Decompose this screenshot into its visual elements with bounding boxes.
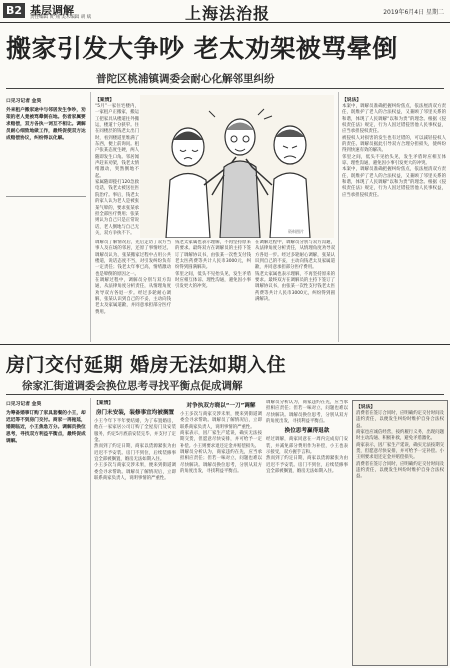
story2-subtitle2: 对争执双方晓以“一刀”调解: [186, 403, 256, 409]
issue-date: 2019年6月4日 星期二: [383, 9, 444, 16]
story2-byline: 口见习记者 金昊: [6, 402, 42, 407]
story2-subtitle1: 房门未安装，装修事宜均被搁置: [95, 410, 175, 416]
story1-byline: 口见习记者 金昊: [6, 99, 42, 104]
section-title: 基层调解: [30, 4, 74, 17]
paragraph: 经过调解，商家同意在一周内完成房门安装，并减免部分费用作为补偿，小王也表示接受，双方握手言和。 然而到了约定日期，商家以货源紧张为由迟迟不予安装。房门不到位，后续装修事宜全部被搁置，婚房无法如期入住。: [266, 437, 348, 475]
divider: [6, 88, 444, 89]
story1-col3b: [255, 240, 335, 342]
story1-commentary-tag: 【说法】: [342, 98, 362, 103]
column-rule: [338, 92, 339, 342]
story-separator: [0, 344, 450, 345]
column-rule: [90, 92, 91, 342]
story2-commentary-box: [352, 400, 448, 666]
cartoon-illustration: [140, 95, 334, 238]
paragraph: 消费者在签订合同时，应明确约定交付时间及违约责任，以便发生纠纷时维护自身合法权益。 商家也应诚信经营，按约履行义务，出现问题时主动沟通、积极补救，避免矛盾激化。 商家表示，因厂家生产延误，确实无法按期交货，但愿意尽快安排，并可给予一定补偿。小王则要求退还定金并赔偿损失。 消费者在签订合同时，应明确约定交付时间及违约责任，以便发生纠纷时维护自身合法权益。: [356, 411, 444, 480]
page-number: B2: [3, 3, 25, 18]
paragraph: 调解员分析认为，商家违约在先，应当承担相应责任；但若一味对立，问题也难以尽快解决。调解员换位思考，分别从双方的角度出发，寻找利益平衡点。: [266, 400, 348, 425]
illustration-caption: 资料图片: [288, 229, 304, 234]
story2-subtitle3: 换位思考赢得退款: [284, 428, 330, 435]
paragraph: 小王今年下半年要结婚，为了布置婚房，他在一家家居公司订购了全屋房门及安装服务，约定5月底前安装完毕，并支付了定金。 然而到了约定日期，商家以货源紧张为由迟迟不予安装。房门不到位，后续装修事宜全部被搁置，婚房无法如期入住。 小王多次与商家交涉未果，便来到街道调委会寻求帮助。调解员了解情况后，立即联系商家负责人，说明事情的严重性。: [94, 419, 176, 482]
story2-col2: [180, 400, 262, 666]
story2-commentary-tag: 【说法】: [356, 405, 376, 410]
paragraph: “5月”一家住宅楼内，一家租户正搬家，搬运工把家具从楼道往外搬运，楼道十分狭窄。住在同楼层的钱老太出门时，看到楼道里堆满了东西，便上前询问。租户张某态度生硬，两人随即发生口角。邻居闻声赶来劝架，钱老太情绪激动，突然倒地不起。 家属随即拨打120急救电话，钱老太被送往医院治疗。事后，钱老太的家人认为老人是被张某气晕的，要求张某承担全部医疗费用；张某则认为自己只是正常说话，老人倒地与自己无关，双方争执不下。: [95, 104, 139, 236]
story2-lead: 为筹备婚事订购了家具套餐的小王，却迟迟等不到房门交付。商家一再拖延，婚期临近，小王焦急万分。调解员换位思考，寻找双方利益平衡点，最终促成调解。: [6, 411, 86, 444]
paragraph: 本案中，调解员准确把握纠纷焦点，依法厘清双方责任，既维护了老人的合法权益，又兼顾了邻里关系的和谐，体现了人民调解“以和为贵”的理念。根据《侵权责任法》规定，行为人因过错侵害他人民事权益，应当承担侵权责任。 被侵权人对损害的发生也有过错的，可以减轻侵权人的责任。调解员据此引导双方合理分担损失，使纠纷得到快速有效的解决。 邻里之间，低头不见抬头见，发生矛盾时应相互体谅、理性沟通，避免因小事引发更大的冲突。 本案中，调解员准确把握纠纷焦点，依法厘清双方责任，既维护了老人的合法权益，又兼顾了邻里关系的和谐，体现了人民调解“以和为贵”的理念。根据《侵权责任法》规定，行为人因过错侵害他人民事权益，应当承担侵权责任。: [342, 104, 446, 198]
paragraph: 在调解过程中，调解员分别与双方沟通，从法律角度分析责任，从情理角度劝导双方各退一步。经过多轮耐心调解，张某认识到自己的不妥，主动向钱老太及家属道歉，并同意承担部分医疗费用。 钱老太家属也表示理解，不再坚持原来的要求。最终双方在调解员的主持下签订了调解协议书，由张某一次性支付钱老太医药费等共计人民币3000元，纠纷得到圆满解决。: [255, 240, 335, 303]
divider: [6, 394, 444, 395]
paragraph: 钱老太家属也表示理解，不再坚持原来的要求。最终双方在调解员的主持下签订了调解协议书，由张某一次性支付钱老太医药费等共计人民币3000元，纠纷得到圆满解决。 邻里之间，低头不见抬头见，发生矛盾时应相互体谅、理性沟通，避免因小事引发更大的冲突。: [175, 240, 251, 290]
story2-col3: [266, 400, 348, 666]
paragraph: 小王多次与商家交涉未果，便来到街道调委会寻求帮助。调解员了解情况后，立即联系商家负责人，说明事情的严重性。 商家表示，因厂家生产延误，确实无法按期交货，但愿意尽快安排，并可给予一定补偿。小王则要求退还定金并赔偿损失。 调解员分析认为，商家违约在先，应当承担相应责任；但若一味对立，问题也难以尽快解决。调解员换位思考，分别从双方的角度出发，寻找利益平衡点。: [180, 412, 262, 475]
story2-subhead: 徐家汇街道调委会换位思考寻找平衡点促成调解: [22, 380, 243, 392]
story1-col2: [95, 240, 171, 342]
paragraph: 调解员了解情况后，先后走访了双方当事人及在场的邻居，还原了事情经过。调解员认为，张某搬家过程中占用公共楼道，说话态度不当，对引发纠纷负有一定责任；钱老太年事已高，情绪激动也是晕倒的原因之一。 在调解过程中，调解员分别与双方沟通，从法律角度分析责任，从情理角度劝导双方各退一步。经过多轮耐心调解，张某认识到自己的不妥，主动向钱老太及家属道歉，并同意承担部分医疗费用。: [95, 240, 171, 315]
story1-headline: 搬家引发大争吵 老太劝架被骂晕倒: [6, 34, 398, 63]
column-rule: [90, 398, 91, 666]
story1-col4: [342, 97, 446, 342]
story1-tag: 【案情】: [95, 98, 115, 103]
story2-headline: 房门交付延期 婚房无法如期入住: [6, 354, 287, 376]
newspaper-logo: 上海法治报: [185, 4, 271, 23]
story1-lead: 外来租户搬家途中与邻居发生争吵，劝架的老人竟被骂晕倒在地。伤者家属要求赔偿，双方各执一词互不相让。调解员耐心细致地做工作，最终促使双方达成赔偿协议，纠纷得以化解。: [6, 108, 86, 141]
section-editors: 责任编辑 黄 翔 美术编辑 胡 斌: [30, 15, 92, 20]
lead-rule: [6, 196, 86, 197]
story1-col3: [175, 240, 251, 342]
story1-subhead: 普陀区桃浦镇调委会耐心化解邻里纠纷: [96, 73, 275, 85]
story2-col4: [356, 404, 444, 662]
story2-tag: 【案情】: [94, 401, 114, 406]
page-header: [0, 0, 450, 23]
story2-col1: [94, 400, 176, 666]
